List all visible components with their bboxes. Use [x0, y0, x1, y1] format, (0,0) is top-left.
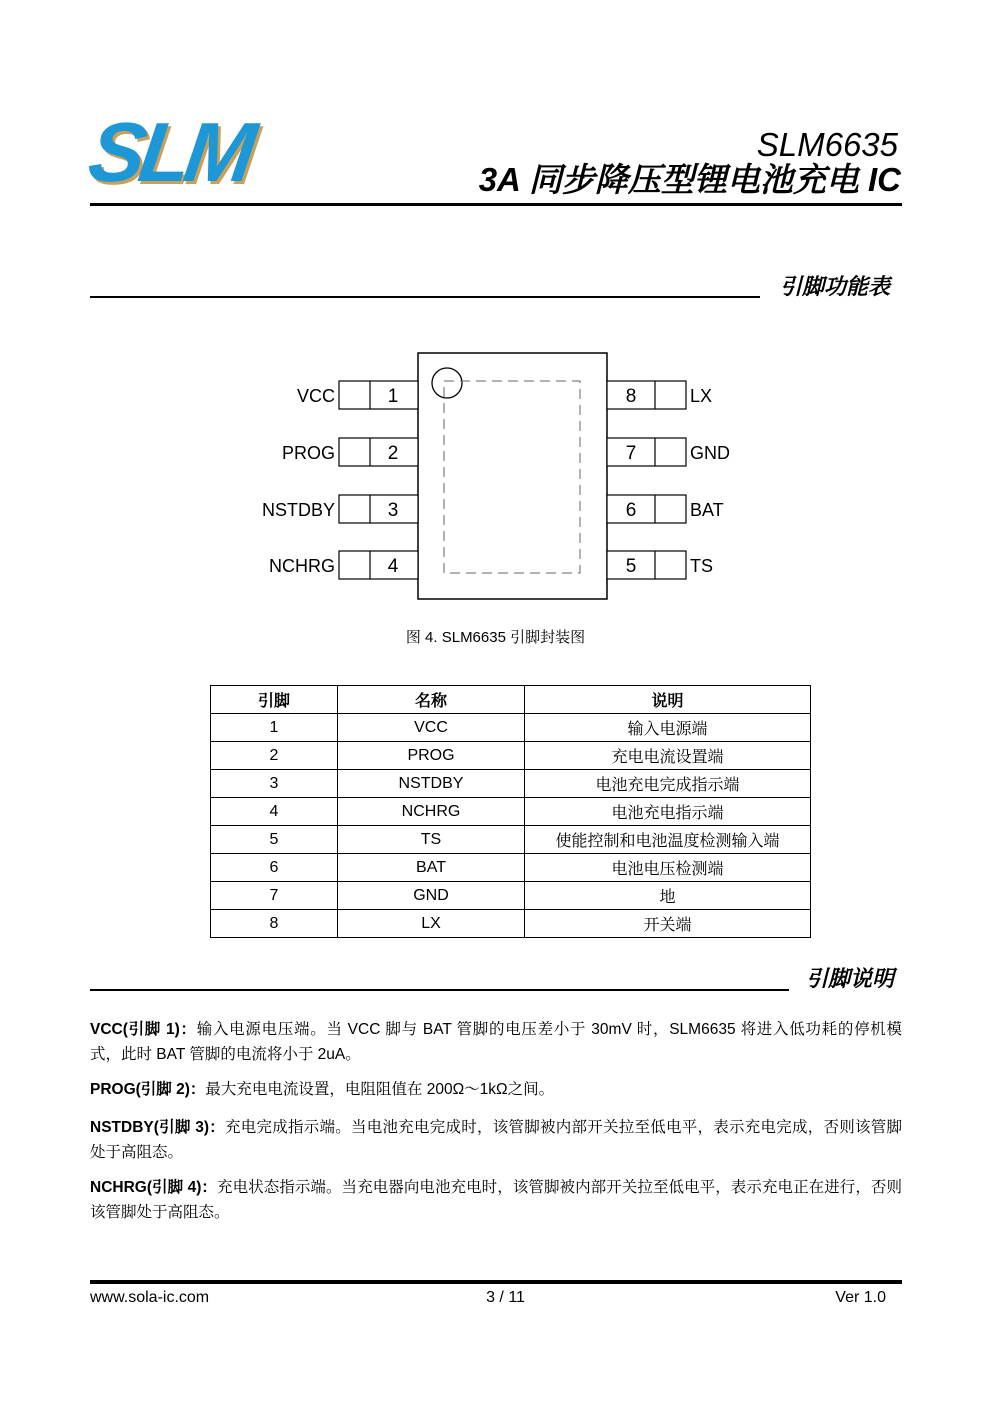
pin-desc-label: PROG(引脚 2)：: [90, 1081, 206, 1098]
pin-number: 1: [387, 386, 399, 407]
pin-desc-prog: [90, 1077, 902, 1102]
cell-description: 电池电压检测端: [525, 854, 811, 882]
pin-package-diagram: [240, 345, 760, 610]
footer-website: www.sola-ic.com: [90, 1289, 210, 1306]
column-header-pin: 引脚: [211, 686, 338, 714]
pin1-indicator-dot: [432, 368, 462, 398]
cell-pin: 6: [211, 854, 338, 882]
pin-desc-label: NSTDBY(引脚 3)：: [90, 1119, 225, 1136]
cell-pin: 3: [211, 770, 338, 798]
cell-name: PROG: [338, 742, 525, 770]
product-subtitle: 3A 同步降压型锂电池充电 IC: [478, 161, 901, 198]
cell-name: BAT: [338, 854, 525, 882]
cell-name: NCHRG: [338, 798, 525, 826]
pin-number: 2: [387, 443, 399, 464]
slm-logo: SLM: [83, 105, 256, 199]
pin-function-table: [210, 685, 811, 938]
cell-pin: 5: [211, 826, 338, 854]
table-row: [211, 798, 811, 826]
pin-box: [607, 438, 686, 466]
table-row: [211, 742, 811, 770]
cell-description: 地: [525, 882, 811, 910]
header-rule: [90, 203, 902, 206]
pin-label: TS: [690, 556, 714, 576]
table-row: [211, 714, 811, 742]
pin-box: [607, 495, 686, 523]
pin-desc-text: 充电完成指示端。当电池充电完成时，该管脚被内部开关拉至低电平，表示充电完成，否则该管脚处于高阻态。: [90, 1119, 902, 1161]
cell-pin: 4: [211, 798, 338, 826]
pin-desc-vcc: [90, 1017, 902, 1067]
pin-number: 6: [625, 500, 637, 521]
pin-desc-text: 输入电源电压端。当 VCC 脚与 BAT 管脚的电压差小于 30mV 时，SLM6635 将进入低功耗的停机模式，此时 BAT 管脚的电流将小于 2uA。: [90, 1021, 902, 1063]
pin-desc-label: VCC(引脚 1)：: [90, 1021, 197, 1038]
pin-desc-nchrg: [90, 1175, 902, 1225]
footer-page-number: 3 / 11: [486, 1289, 525, 1306]
section-divider-pin-description: [90, 989, 789, 991]
pin-number: 5: [625, 556, 637, 577]
pin-number: 4: [387, 556, 399, 577]
pin-label: PROG: [281, 443, 335, 463]
cell-description: 充电电流设置端: [525, 742, 811, 770]
table-row: [211, 854, 811, 882]
cell-name: TS: [338, 826, 525, 854]
pin-number: 3: [387, 500, 399, 521]
section-title-pin-function: 引脚功能表: [780, 274, 891, 299]
pin-number: 7: [625, 443, 637, 464]
pin-label: BAT: [690, 500, 724, 520]
pin-box: [339, 438, 418, 466]
table-row: [211, 770, 811, 798]
cell-name: NSTDBY: [338, 770, 525, 798]
cell-description: 电池充电完成指示端: [525, 770, 811, 798]
pin-label: LX: [690, 386, 713, 406]
table-header-row: [211, 686, 811, 714]
pin-label: NCHRG: [269, 556, 335, 576]
pin-box: [607, 551, 686, 579]
pin-box: [339, 381, 418, 409]
pin-desc-text: 充电状态指示端。当充电器向电池充电时，该管脚被内部开关拉至低电平，表示充电正在进行，否则该管脚处于高阻态。: [90, 1179, 902, 1221]
pin-box: [339, 495, 418, 523]
cell-name: LX: [338, 910, 525, 938]
figure-caption: 图 4. SLM6635 引脚封装图: [405, 629, 586, 646]
cell-pin: 1: [211, 714, 338, 742]
cell-pin: 2: [211, 742, 338, 770]
pin-desc-label: NCHRG(引脚 4)：: [90, 1179, 217, 1196]
footer-version: Ver 1.0: [835, 1289, 886, 1306]
pin-box: [607, 381, 686, 409]
cell-name: GND: [338, 882, 525, 910]
cell-description: 开关端: [525, 910, 811, 938]
table-row: [211, 882, 811, 910]
cell-description: 输入电源端: [525, 714, 811, 742]
pin-label: VCC: [296, 386, 335, 406]
pin-label: GND: [690, 443, 730, 463]
cell-description: 使能控制和电池温度检测输入端: [525, 826, 811, 854]
column-header-name: 名称: [338, 686, 525, 714]
column-header-description: 说明: [525, 686, 811, 714]
section-divider-pin-function: [90, 296, 760, 298]
cell-description: 电池充电指示端: [525, 798, 811, 826]
table-row: [211, 826, 811, 854]
pin-desc-text: 最大充电电流设置，电阻阻值在 200Ω～1kΩ之间。: [205, 1081, 555, 1098]
pin-desc-nstdby: [90, 1115, 902, 1165]
pin-label: NSTDBY: [261, 500, 335, 520]
product-model: SLM6635: [756, 126, 898, 163]
cell-pin: 7: [211, 882, 338, 910]
cell-name: VCC: [338, 714, 525, 742]
table-row: [211, 910, 811, 938]
cell-pin: 8: [211, 910, 338, 938]
pin-number: 8: [625, 386, 637, 407]
pin-box: [339, 551, 418, 579]
section-title-pin-description: 引脚说明: [806, 966, 895, 991]
footer-rule: [90, 1280, 902, 1284]
